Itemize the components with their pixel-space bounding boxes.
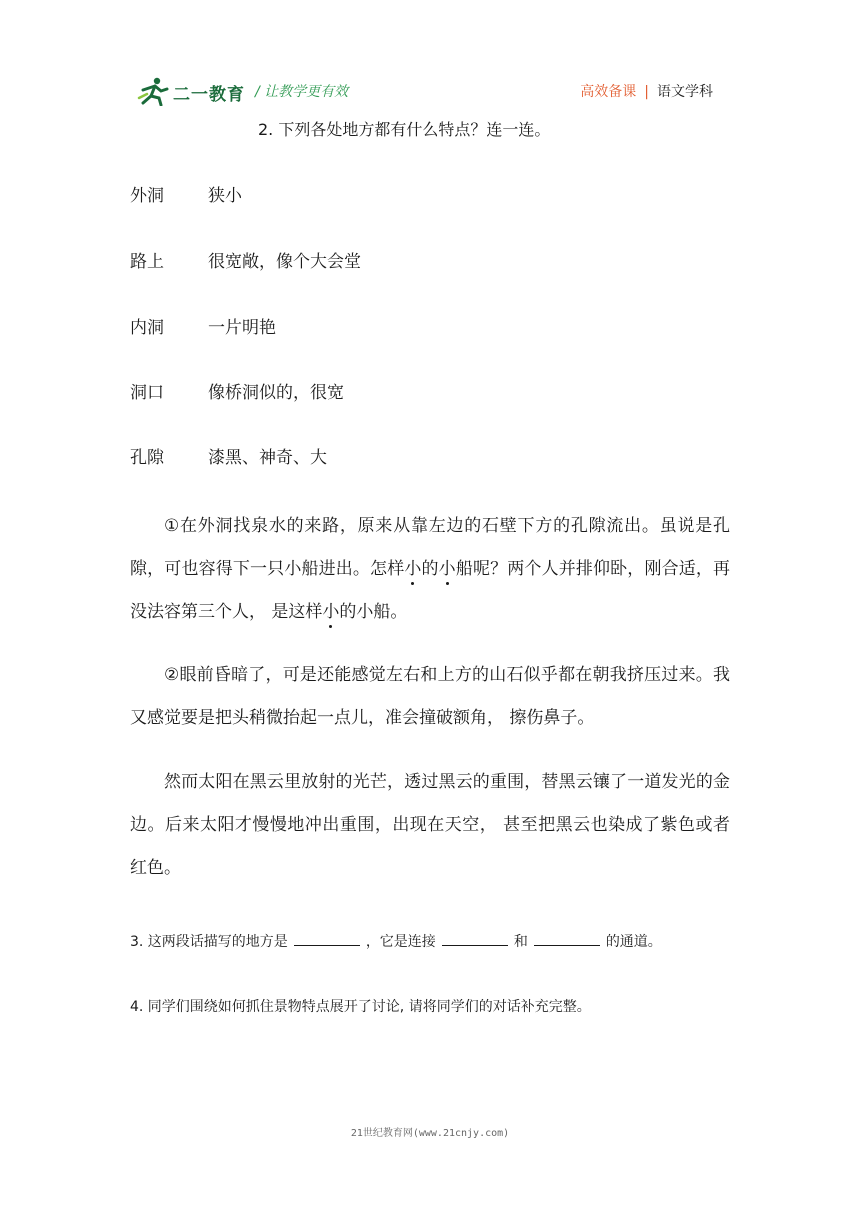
question-4: 4. 同学们围绕如何抓住景物特点展开了讨论, 请将同学们的对话补充完整。 — [130, 999, 591, 1015]
header-separator: | — [644, 84, 649, 100]
slogan: / 让教学更有效 — [255, 84, 349, 100]
match-row — [130, 313, 276, 338]
passage-1-text: ①在外洞找泉水的来路，原来从靠左边的石壁下方的孔隙流出。虽说是孔隙，可也容得下一只小船进出。怎样 — [130, 516, 730, 579]
match-right: 很宽敞，像个大会堂 — [208, 252, 361, 272]
emphasis-char: 小 — [322, 602, 340, 622]
match-left: 孔隙 — [130, 448, 164, 468]
match-row — [130, 378, 344, 403]
header-highlight: 高效备课 — [580, 84, 637, 100]
answer-blank[interactable] — [294, 933, 360, 946]
page-header — [135, 76, 725, 106]
header-right — [580, 81, 713, 101]
question-3-text: 3. 这两段话描写的地方是 — [130, 934, 288, 950]
logo — [135, 76, 245, 106]
page-footer: 21世纪教育网(www.21cnjy.com) — [350, 1128, 510, 1139]
match-right: 一片明艳 — [208, 318, 276, 338]
match-left: 内洞 — [130, 318, 164, 338]
passage-2: ②眼前昏暗了，可是还能感觉左右和上方的山石似乎都在朝我挤压过来。我又感觉要是把头稍微抬起一点儿，准会撞破额角， 擦伤鼻子。 — [130, 665, 730, 728]
match-left: 洞口 — [130, 383, 164, 403]
passage-1-text: 船呢？两个人并排仰卧，刚合适，再没法容第三个人， 是这样 — [130, 559, 731, 622]
emphasis-char: 小 — [404, 559, 422, 579]
match-row — [130, 181, 242, 206]
answer-blank[interactable] — [534, 933, 600, 946]
match-left: 外洞 — [130, 186, 164, 206]
answer-blank[interactable] — [442, 933, 508, 946]
match-right: 像桥洞似的，很宽 — [208, 383, 344, 403]
passage-1 — [130, 505, 730, 634]
emphasis-char: 小 — [438, 559, 456, 579]
question-3-text: 的通道。 — [605, 934, 662, 950]
question-3 — [130, 931, 662, 951]
match-right: 狭小 — [208, 186, 242, 206]
logo-text: 二一教育 — [173, 85, 245, 105]
running-figure-icon — [135, 76, 171, 106]
match-right: 漆黑、神奇、大 — [208, 448, 327, 468]
question-3-text: 和 — [513, 934, 528, 950]
question-2-title: 2. 下列各处地方都有什么特点？连一连。 — [258, 120, 551, 139]
match-left: 路上 — [130, 252, 164, 272]
passage-1-text: 的 — [421, 559, 439, 579]
header-subject: 语文学科 — [657, 84, 713, 100]
question-3-text: ，它是连接 — [365, 934, 436, 950]
passage-3: 然而太阳在黑云里放射的光芒，透过黑云的重围，替黑云镶了一道发光的金边。后来太阳才慢慢地冲出重围，出现在天空， 甚至把黑云也染成了紫色或者红色。 — [130, 772, 730, 878]
match-row — [130, 247, 361, 272]
passage-1-text: 的小船。 — [339, 602, 408, 622]
match-row — [130, 443, 327, 468]
